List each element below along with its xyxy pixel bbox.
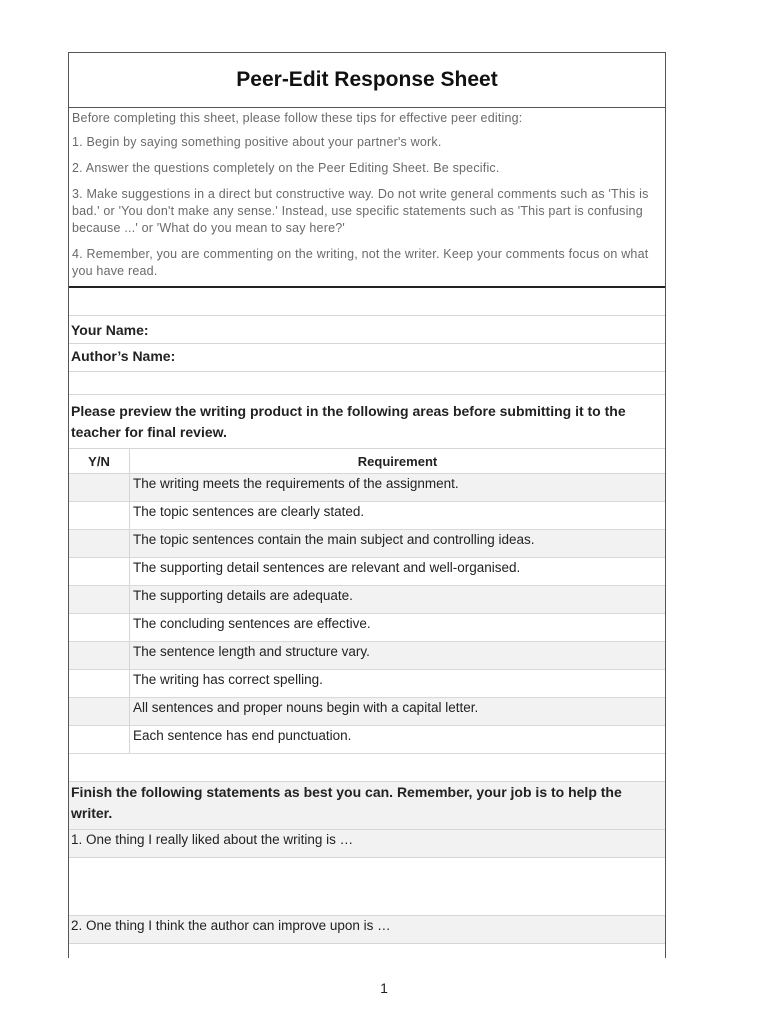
- table-row: [69, 642, 665, 670]
- spacer-row: [69, 288, 665, 316]
- table-row: [69, 670, 665, 698]
- requirement-cell: The topic sentences contain the main subject and controlling ideas.: [130, 530, 666, 558]
- statements-instruction: Finish the following statements as best you can. Remember, your job is to help the writer.: [69, 782, 665, 830]
- spacer-row: [69, 754, 665, 782]
- requirement-cell: The concluding sentences are effective.: [130, 614, 666, 642]
- preview-instruction: Please preview the writing product in the following areas before submitting it to the teacher for final review.: [69, 395, 665, 449]
- yn-cell[interactable]: [69, 642, 130, 670]
- yn-cell[interactable]: [69, 502, 130, 530]
- requirements-table: [69, 449, 665, 754]
- your-name-field[interactable]: [69, 316, 665, 344]
- yn-cell[interactable]: [69, 586, 130, 614]
- yn-cell[interactable]: [69, 670, 130, 698]
- tip-item: 1. Begin by saying something positive about your partner's work.: [72, 135, 442, 149]
- requirement-cell: The sentence length and structure vary.: [130, 642, 666, 670]
- your-name-label: Your Name:: [71, 322, 149, 338]
- page-number: 1: [380, 980, 388, 996]
- col-header-yn: Y/N: [69, 449, 130, 474]
- table-row: [69, 530, 665, 558]
- requirement-cell: All sentences and proper nouns begin with a capital letter.: [130, 698, 666, 726]
- tips-section: [69, 108, 665, 288]
- table-row: [69, 502, 665, 530]
- answer-1-area[interactable]: [69, 858, 665, 916]
- requirement-cell: The writing has correct spelling.: [130, 670, 666, 698]
- statement-1: 1. One thing I really liked about the writing is …: [69, 830, 665, 858]
- page-title: Peer-Edit Response Sheet: [69, 53, 665, 108]
- yn-cell[interactable]: [69, 698, 130, 726]
- yn-cell[interactable]: [69, 726, 130, 754]
- statement-2: 2. One thing I think the author can improve upon is …: [69, 916, 665, 944]
- tip-item: 2. Answer the questions completely on the Peer Editing Sheet. Be specific.: [72, 161, 500, 175]
- table-row: [69, 614, 665, 642]
- table-row: [69, 558, 665, 586]
- tips-intro: Before completing this sheet, please follow these tips for effective peer editing:: [72, 111, 523, 125]
- tip-item: 4. Remember, you are commenting on the writing, not the writer. Keep your comments focus on what you have read.: [72, 247, 649, 278]
- yn-cell[interactable]: [69, 558, 130, 586]
- author-name-field[interactable]: [69, 344, 665, 372]
- table-row: [69, 726, 665, 754]
- peer-edit-sheet: [68, 52, 666, 958]
- yn-cell[interactable]: [69, 614, 130, 642]
- yn-cell[interactable]: [69, 530, 130, 558]
- spacer-row: [69, 372, 665, 395]
- requirement-cell: The topic sentences are clearly stated.: [130, 502, 666, 530]
- yn-cell[interactable]: [69, 474, 130, 502]
- table-row: [69, 586, 665, 614]
- requirement-cell: The writing meets the requirements of the assignment.: [130, 474, 666, 502]
- requirement-cell: The supporting detail sentences are relevant and well-organised.: [130, 558, 666, 586]
- requirement-cell: Each sentence has end punctuation.: [130, 726, 666, 754]
- author-name-label: Author’s Name:: [71, 348, 176, 364]
- tip-item: 3. Make suggestions in a direct but constructive way. Do not write general comments such as 'This is bad.' or 'You don't make any sense.' Instead, use specific statements such as 'This part is confusing because ...' or 'What do you mean to say here?': [72, 187, 649, 235]
- table-row: [69, 698, 665, 726]
- table-row: [69, 474, 665, 502]
- col-header-requirement: Requirement: [130, 449, 666, 474]
- requirement-cell: The supporting details are adequate.: [130, 586, 666, 614]
